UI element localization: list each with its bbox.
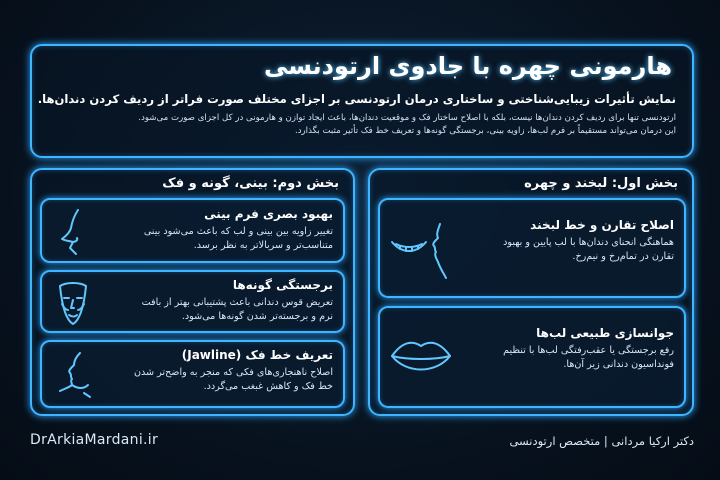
nose-profile-icon: [50, 206, 96, 260]
section-one-title: بخش اول: لبخند و چهره: [524, 176, 678, 191]
card-title: تعریف خط فک (Jawline): [181, 348, 333, 362]
lips-card: [378, 306, 686, 408]
card-body: هماهنگی انحنای دندان‌ها با لب پایین و بهبود تقارن در تمام‌رخ و نیم‌رخ.: [503, 237, 674, 262]
card-body: تعریض قوس دندانی باعث پشتیبانی بهتر از بافت نرم و برجسته‌تر شدن گونه‌ها می‌شود.: [141, 297, 333, 322]
section-two-panel: [30, 168, 355, 416]
page-title: هارمونی چهره با جادوی ارتودنسی: [263, 52, 672, 80]
author-credit: دکتر ارکیا مردانی | متخصص ارتودنسی: [509, 434, 694, 448]
lips-icon: [388, 332, 454, 386]
face-front-icon: [50, 278, 96, 332]
page-subtitle: نمایش تأثیرات زیبایی‌شناختی و ساختاری درمان ارتودنسی بر اجزای مختلف صورت فراتر از ردیف کردن دندان‌ها.: [37, 92, 676, 106]
card-body: رفع برجستگی یا عقب‌رفتگی لب‌ها با تنظیم فونداسیون دندانی زیر آن‌ها.: [503, 345, 674, 370]
card-body: تغییر زاویه بین بینی و لب که باعث می‌شود بینی متناسب‌تر و سربالاتر به نظر برسد.: [143, 226, 333, 251]
website-link[interactable]: DrArkiaMardani.ir: [30, 432, 159, 448]
card-body: اصلاح ناهنجاری‌های فکی که منجر به واضح‌تر شدن خط فک و کاهش غبغب می‌گردد.: [133, 367, 333, 392]
description-line: ارتودنسی تنها برای ردیف کردن دندان‌ها نیست، بلکه با اصلاح ساختار فک و موقعیت دندان‌ها، باعث ایجاد توازن و هارمونی در کل اجزای صورت می‌شود.: [138, 113, 676, 123]
smile-card: [378, 198, 686, 298]
card-title: اصلاح تقارن و خط لبخند: [530, 218, 674, 232]
page-description: [36, 112, 676, 138]
header-panel: [30, 44, 694, 158]
nose-card: [40, 198, 345, 263]
smile-profile-icon: [388, 220, 454, 284]
jawline-profile-icon: [50, 349, 96, 405]
section-two-title: بخش دوم: بینی، گونه و فک: [162, 176, 339, 191]
card-title: بهبود بصری فرم بینی: [204, 207, 333, 221]
description-line: این درمان می‌تواند مستقیماً بر فرم لب‌ها، زاویه بینی، برجستگی گونه‌ها و تعریف خط فک تأثیر مثبت بگذارد.: [294, 126, 676, 136]
section-one-panel: [368, 168, 694, 416]
card-title: جوانسازی طبیعی لب‌ها: [536, 326, 674, 340]
cheeks-card: [40, 270, 345, 333]
card-title: برجستگی گونه‌ها: [232, 278, 333, 292]
jawline-card: [40, 340, 345, 408]
